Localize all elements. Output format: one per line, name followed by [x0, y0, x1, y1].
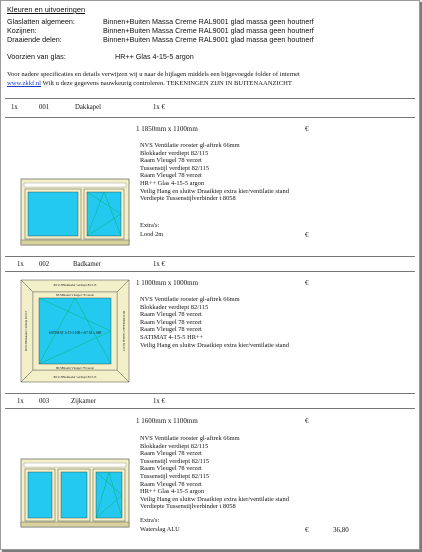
divider: [5, 117, 415, 118]
note-line-2-text: Wilt u deze gegevens nauwkeurig controleren. TEKENINGEN ZIJN IN BUITENAANZICHT: [42, 80, 292, 87]
spec-list: [140, 296, 289, 349]
website-link[interactable]: www.zkkf.nl: [7, 80, 41, 87]
item-dimensions-euro: €: [305, 417, 309, 425]
item-name: Zijkamer: [71, 398, 96, 405]
glaslatten-label: Glaslatten algemeen:: [7, 17, 75, 26]
extras-label: Extra's:: [140, 222, 160, 229]
divider: [5, 408, 415, 409]
note-line-2: [7, 80, 292, 88]
spec-line: Blokkader verdiept 82/115: [140, 149, 209, 157]
item-price-qty: 1x €: [153, 104, 165, 111]
drawing-label: SATIMAT 4-15-5 HR++67 65 x 688: [48, 331, 102, 335]
spec-line: Tussenstijl verdiept 82/115: [140, 164, 210, 172]
item-qty: 1x: [17, 398, 24, 405]
item-dimensions-euro: €: [305, 125, 309, 133]
extras-label: Extra's:: [140, 517, 160, 524]
drawing-label: 80/115Blokkader verdiept 82/115: [53, 375, 97, 379]
spec-line: Raam Vleugel 78 verzet: [140, 326, 202, 334]
spec-line: NVS Ventilatie rooster gl-aftrek 66mm: [140, 142, 240, 149]
section-title: Kleuren en uitvoeringen: [7, 5, 86, 14]
spec-line: Veilig Hang en sluitw Draaikiep extra kier/ventilatie stand: [140, 341, 289, 349]
extra-amount: 36,80: [333, 526, 349, 534]
spec-list: [140, 142, 289, 203]
divider: [5, 393, 415, 394]
spec-line: Verdiepte Tussenstijlverbinder t 8058: [140, 503, 236, 511]
extra-euro: €: [305, 526, 309, 534]
item-code: 002: [39, 261, 50, 268]
kozijnen-label: Kozijnen:: [7, 26, 37, 35]
spec-line: Tussenstijl verdiept 82/115: [140, 457, 210, 465]
divider: [5, 98, 415, 99]
divider: [5, 271, 415, 272]
draaiende-delen-value: Binnen+Buiten Massa Creme RAL9001 glad massa geen houtnerf: [103, 35, 314, 44]
item-name: Dakkapel: [75, 104, 102, 111]
spec-line: SATIMAT 4-15-5 HR++: [140, 333, 204, 341]
spec-line: Raam Vleugel 78 verzet: [140, 311, 202, 319]
spec-list: [140, 435, 289, 511]
window-drawing-zijkamer: [19, 457, 131, 529]
drawing-label: 80/115Blokkader verdiept 82/115: [24, 310, 28, 352]
window-drawing-badkamer: [19, 278, 131, 384]
spec-line: Raam Vleugel 78 verzet: [140, 157, 202, 165]
extra-name: Lood 2m: [140, 231, 164, 238]
draaiende-delen-label: Draaiende delen:: [7, 35, 62, 44]
item-price-qty: 1x €: [153, 398, 165, 405]
drawing-label: 80/58Raam Vleugel 78 verzet: [55, 366, 95, 370]
spec-line: Tussenstijl verdiept 82/115: [140, 472, 210, 480]
spec-line: NVS Ventilatie rooster gl-aftrek 66mm: [140, 435, 240, 442]
window-drawing-dakkapel: [19, 177, 131, 247]
item-dimensions: 1 1600mm x 1100mm: [136, 417, 198, 425]
spec-line: NVS Ventilatie rooster gl-aftrek 66mm: [140, 296, 240, 303]
spec-line: Raam Vleugel 78 verzet: [140, 480, 202, 488]
drawing-label: 80/115Blokkader verdiept 82/115: [53, 283, 97, 287]
spec-line: HR++ Glas 4-15-5 argon: [140, 179, 205, 187]
spec-line: Raam Vleugel 78 verzet: [140, 465, 202, 473]
spec-line: Veilig Hang en sluitw Draaikiep extra kier/ventilatie stand: [140, 495, 289, 503]
spec-line: HR++ Glas 4-15-5 argon: [140, 488, 205, 496]
spec-line: Raam Vleugel 78 verzet: [140, 450, 202, 458]
divider: [5, 256, 415, 257]
item-code: 003: [39, 398, 50, 405]
drawing-label: 83/58Raam Vleugel 78 verzet: [55, 293, 95, 297]
item-qty: 1x: [17, 261, 24, 268]
drawing-label: 80/115Blokkader verdiept 82/115: [122, 310, 126, 352]
extra-euro: €: [305, 231, 309, 239]
glass-value: HR++ Glas 4-15-5 argon: [115, 52, 194, 61]
spec-line: Raam Vleugel 78 verzet: [140, 172, 202, 180]
spec-line: Raam Vleugel 78 verzet: [140, 318, 202, 326]
spec-line: Veilig Hang en sluitw Draaikiep extra kier/ventilatie stand: [140, 187, 289, 195]
kozijnen-value: Binnen+Buiten Massa Creme RAL9001 glad massa geen houtnerf: [103, 26, 314, 35]
item-dimensions: 1 1850mm x 1100mm: [136, 125, 198, 133]
note-line-1: Voor nadere specificaties en details verwijzen wij u naar de bijlagen middels een bijgevoegde folder of internet: [7, 71, 300, 78]
item-qty: 1x: [11, 104, 18, 111]
item-name: Badkamer: [73, 261, 101, 268]
spec-line: Verdiepte Tussenstijlverbinder t 8058: [140, 195, 236, 203]
item-price-qty: 1x €: [153, 261, 165, 268]
spec-line: Blokkader verdiept 82/115: [140, 442, 209, 450]
item-code: 001: [39, 104, 50, 111]
item-dimensions: 1 1000mm x 1000mm: [136, 279, 199, 287]
glaslatten-value: Binnen+Buiten Massa Creme RAL9001 glad massa geen houtnerf: [103, 17, 314, 26]
extra-name: Waterslag ALU: [140, 526, 180, 533]
glass-label: Voorzien van glas:: [7, 52, 66, 61]
item-dimensions-euro: €: [305, 279, 309, 287]
spec-line: Blokkader verdiept 82/115: [140, 303, 209, 311]
